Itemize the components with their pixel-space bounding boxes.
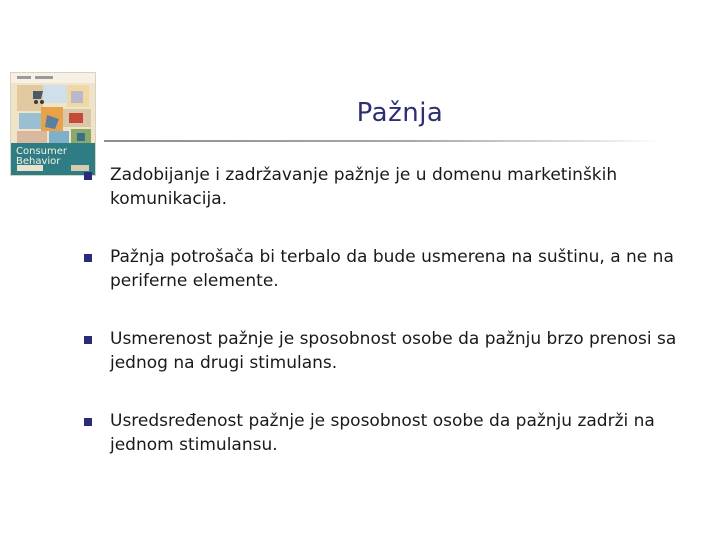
slide-title: Pažnja bbox=[356, 98, 444, 128]
bullet-text: Usmerenost pažnje je sposobnost osobe da pažnju brzo prenosi sa jednog na drugi stimulans. bbox=[110, 329, 677, 373]
bullet-text: Pažnja potrošača bi terbalo da bude usmerena na suštinu, a ne na periferne elemente. bbox=[110, 247, 674, 291]
square-bullet-icon bbox=[84, 418, 92, 426]
bullet-item bbox=[84, 327, 696, 409]
bullet-item bbox=[84, 245, 696, 327]
bullet-item bbox=[84, 409, 696, 491]
bullet-list bbox=[84, 163, 696, 491]
book-title-line2: Behavior bbox=[16, 156, 61, 167]
book-title-line1: Consumer bbox=[16, 146, 67, 157]
square-bullet-icon bbox=[84, 336, 92, 344]
bullet-item bbox=[84, 163, 696, 245]
square-bullet-icon bbox=[84, 254, 92, 262]
title-divider bbox=[104, 140, 660, 142]
book-cover-illustration bbox=[11, 73, 95, 175]
consumer-behavior-book-cover-image bbox=[10, 72, 96, 176]
bullet-text: Zadobijanje i zadržavanje pažnje je u domenu marketinških komunikacija. bbox=[110, 165, 618, 209]
bullet-text: Usredsređenost pažnje je sposobnost osobe da pažnju zadrži na jednom stimulansu. bbox=[110, 411, 655, 455]
square-bullet-icon bbox=[84, 172, 92, 180]
